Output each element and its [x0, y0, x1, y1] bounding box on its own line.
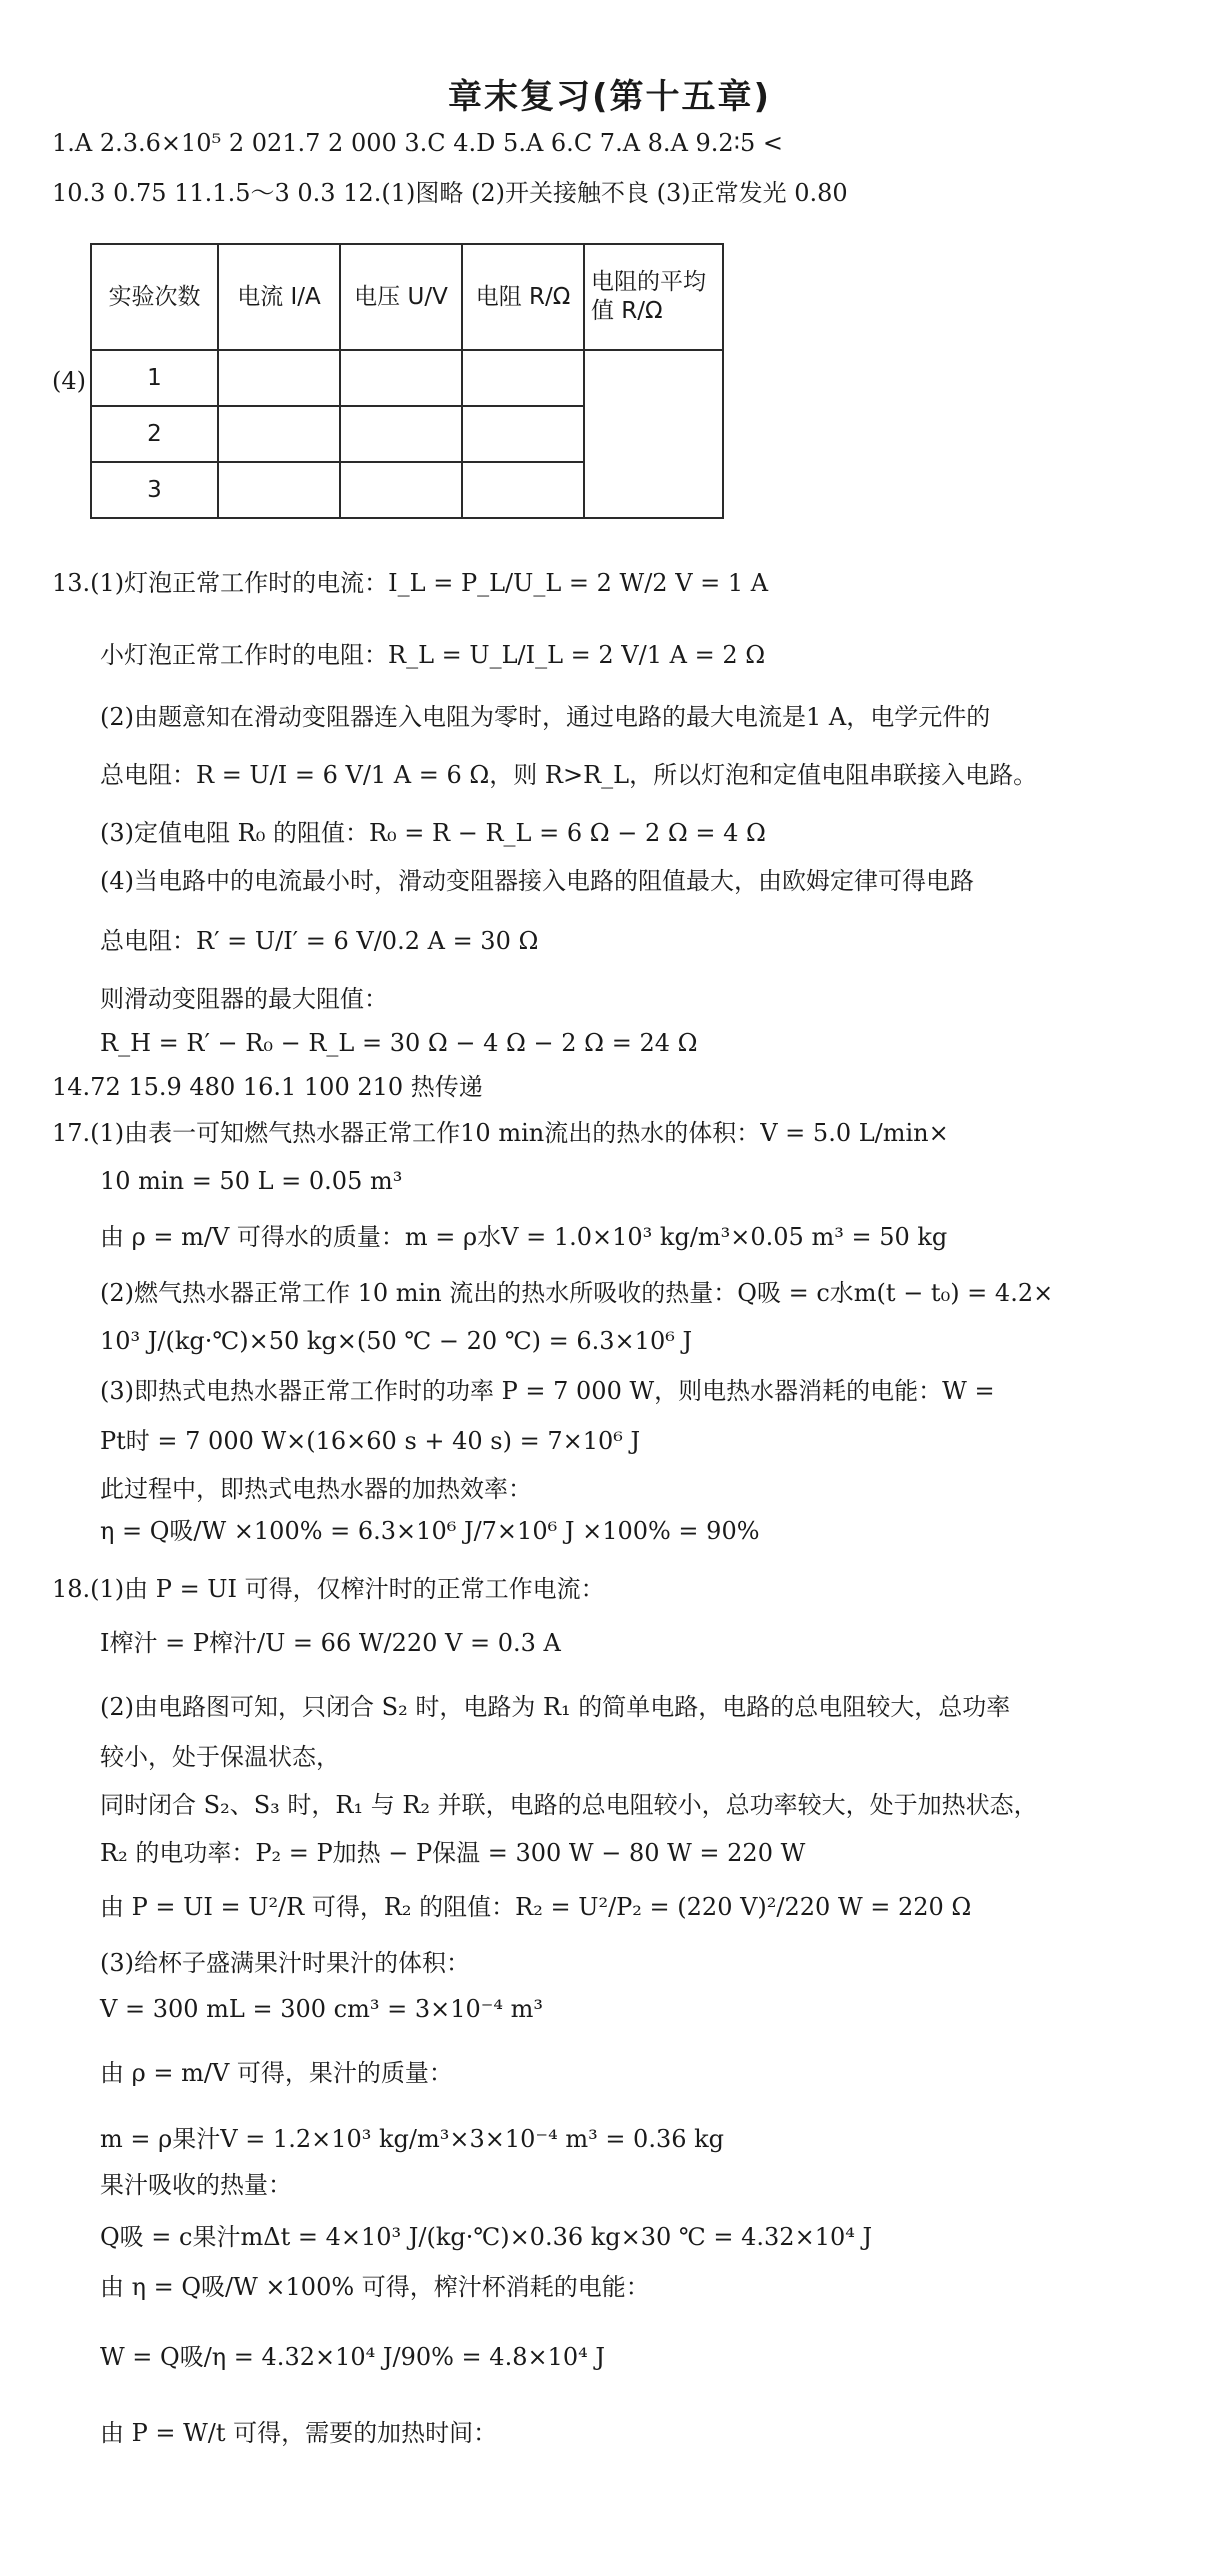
table-label: (4) [52, 367, 86, 395]
q17-line: (3)即热式电热水器正常工作时的功率 P = 7 000 W，则电热水器消耗的电能：W = [100, 1377, 995, 1405]
q17-line: 此过程中，即热式电热水器的加热效率： [100, 1475, 532, 1503]
table-cell [340, 462, 462, 518]
q17-line: 由 ρ = m/V 可得水的质量：m = ρ水V = 1.0×10³ kg/m³×0.05 m³ = 50 kg [100, 1223, 948, 1251]
q13-line: 总电阻：R′ = U/I′ = 6 V/0.2 A = 30 Ω [100, 927, 539, 955]
table-cell: 1 [91, 350, 218, 406]
q18-line: 同时闭合 S₂、S₃ 时，R₁ 与 R₂ 并联，电路的总电阻较小，总功率较大，处于加热状态， [100, 1791, 1038, 1819]
table-header: 电压 U/V [340, 244, 462, 350]
q17-line: (2)燃气热水器正常工作 10 min 流出的热水所吸收的热量：Q吸 = c水m(t − t₀) = 4.2× [100, 1279, 1054, 1307]
table-header: 实验次数 [91, 244, 218, 350]
q18-line: I榨汁 = P榨汁/U = 66 W/220 V = 0.3 A [100, 1629, 561, 1657]
q18-line: 由 η = Q吸/W ×100% 可得，榨汁杯消耗的电能： [100, 2273, 650, 2301]
table-cell [218, 406, 340, 462]
q18-line: (3)给杯子盛满果汁时果汁的体积： [100, 1949, 470, 1977]
table-cell [462, 462, 584, 518]
answers-line-1: 1.A 2.3.6×10⁵ 2 021.7 2 000 3.C 4.D 5.A 6.C 7.A 8.A 9.2∶5 < [52, 129, 783, 157]
table-cell [218, 350, 340, 406]
q13-line: (4)当电路中的电流最小时，滑动变阻器接入电路的阻值最大，由欧姆定律可得电路 [100, 867, 974, 895]
q18-line: R₂ 的电功率：P₂ = P加热 − P保温 = 300 W − 80 W = 220 W [100, 1839, 806, 1867]
q13-line: 则滑动变阻器的最大阻值： [100, 985, 388, 1013]
q18-line: 由 P = W/t 可得，需要的加热时间： [100, 2419, 498, 2447]
q17-line: 10 min = 50 L = 0.05 m³ [100, 1167, 403, 1195]
table-cell [340, 350, 462, 406]
q18-line: (2)由电路图可知，只闭合 S₂ 时，电路为 R₁ 的简单电路，电路的总电阻较大，总功率 [100, 1693, 1011, 1721]
q13-line: R_H = R′ − R₀ − R_L = 30 Ω − 4 Ω − 2 Ω = 24 Ω [100, 1029, 698, 1057]
table-header: 电流 I/A [218, 244, 340, 350]
page-title: 章末复习(第十五章) [447, 77, 772, 117]
q13-line: (3)定值电阻 R₀ 的阻值：R₀ = R − R_L = 6 Ω − 2 Ω = 4 Ω [100, 819, 766, 847]
q18-line: 果汁吸收的热量： [100, 2171, 292, 2199]
table-header: 电阻 R/Ω [462, 244, 584, 350]
answers-line-2: 10.3 0.75 11.1.5～3 0.3 12.(1)图略 (2)开关接触不良 (3)正常发光 0.80 [52, 179, 848, 207]
q17-line: 17.(1)由表一可知燃气热水器正常工作10 min流出的热水的体积：V = 5.0 L/min× [52, 1119, 949, 1147]
answers-14-16: 14.72 15.9 480 16.1 100 210 热传递 [52, 1073, 483, 1101]
table-cell [340, 406, 462, 462]
q18-line: 18.(1)由 P = UI 可得，仅榨汁时的正常工作电流： [52, 1575, 605, 1603]
table-cell-average [584, 350, 723, 518]
q18-line: Q吸 = c果汁mΔt = 4×10³ J/(kg·℃)×0.36 kg×30 ℃ = 4.32×10⁴ J [100, 2223, 873, 2251]
table-header: 电阻的平均值 R/Ω [584, 244, 723, 350]
q17-line: 10³ J/(kg·℃)×50 kg×(50 ℃ − 20 ℃) = 6.3×10⁶ J [100, 1327, 693, 1355]
q17-line: Pt时 = 7 000 W×(16×60 s + 40 s) = 7×10⁶ J [100, 1427, 641, 1455]
q17-line: η = Q吸/W ×100% = 6.3×10⁶ J/7×10⁶ J ×100% = 90% [100, 1517, 760, 1545]
q18-line: 由 ρ = m/V 可得，果汁的质量： [100, 2059, 453, 2087]
table-cell [462, 406, 584, 462]
table-cell [218, 462, 340, 518]
q18-line: m = ρ果汁V = 1.2×10³ kg/m³×3×10⁻⁴ m³ = 0.36 kg [100, 2125, 725, 2153]
q13-line: 小灯泡正常工作时的电阻：R_L = U_L/I_L = 2 V/1 A = 2 Ω [100, 641, 766, 669]
q18-line: 较小，处于保温状态， [100, 1743, 340, 1771]
q13-line: (2)由题意知在滑动变阻器连入电阻为零时，通过电路的最大电流是1 A，电学元件的 [100, 703, 991, 731]
q18-line: W = Q吸/η = 4.32×10⁴ J/90% = 4.8×10⁴ J [100, 2343, 605, 2371]
q13-line: 总电阻：R = U/I = 6 V/1 A = 6 Ω，则 R>R_L，所以灯泡和定值电阻串联接入电路。 [100, 761, 1038, 789]
table-cell: 3 [91, 462, 218, 518]
experiment-table [90, 243, 724, 519]
table-cell [462, 350, 584, 406]
q18-line: V = 300 mL = 300 cm³ = 3×10⁻⁴ m³ [100, 1995, 544, 2023]
table-cell: 2 [91, 406, 218, 462]
q18-line: 由 P = UI = U²/R 可得，R₂ 的阻值：R₂ = U²/P₂ = (220 V)²/220 W = 220 Ω [100, 1893, 972, 1921]
q13-line: 13.(1)灯泡正常工作时的电流：I_L = P_L/U_L = 2 W/2 V = 1 A [52, 569, 769, 597]
